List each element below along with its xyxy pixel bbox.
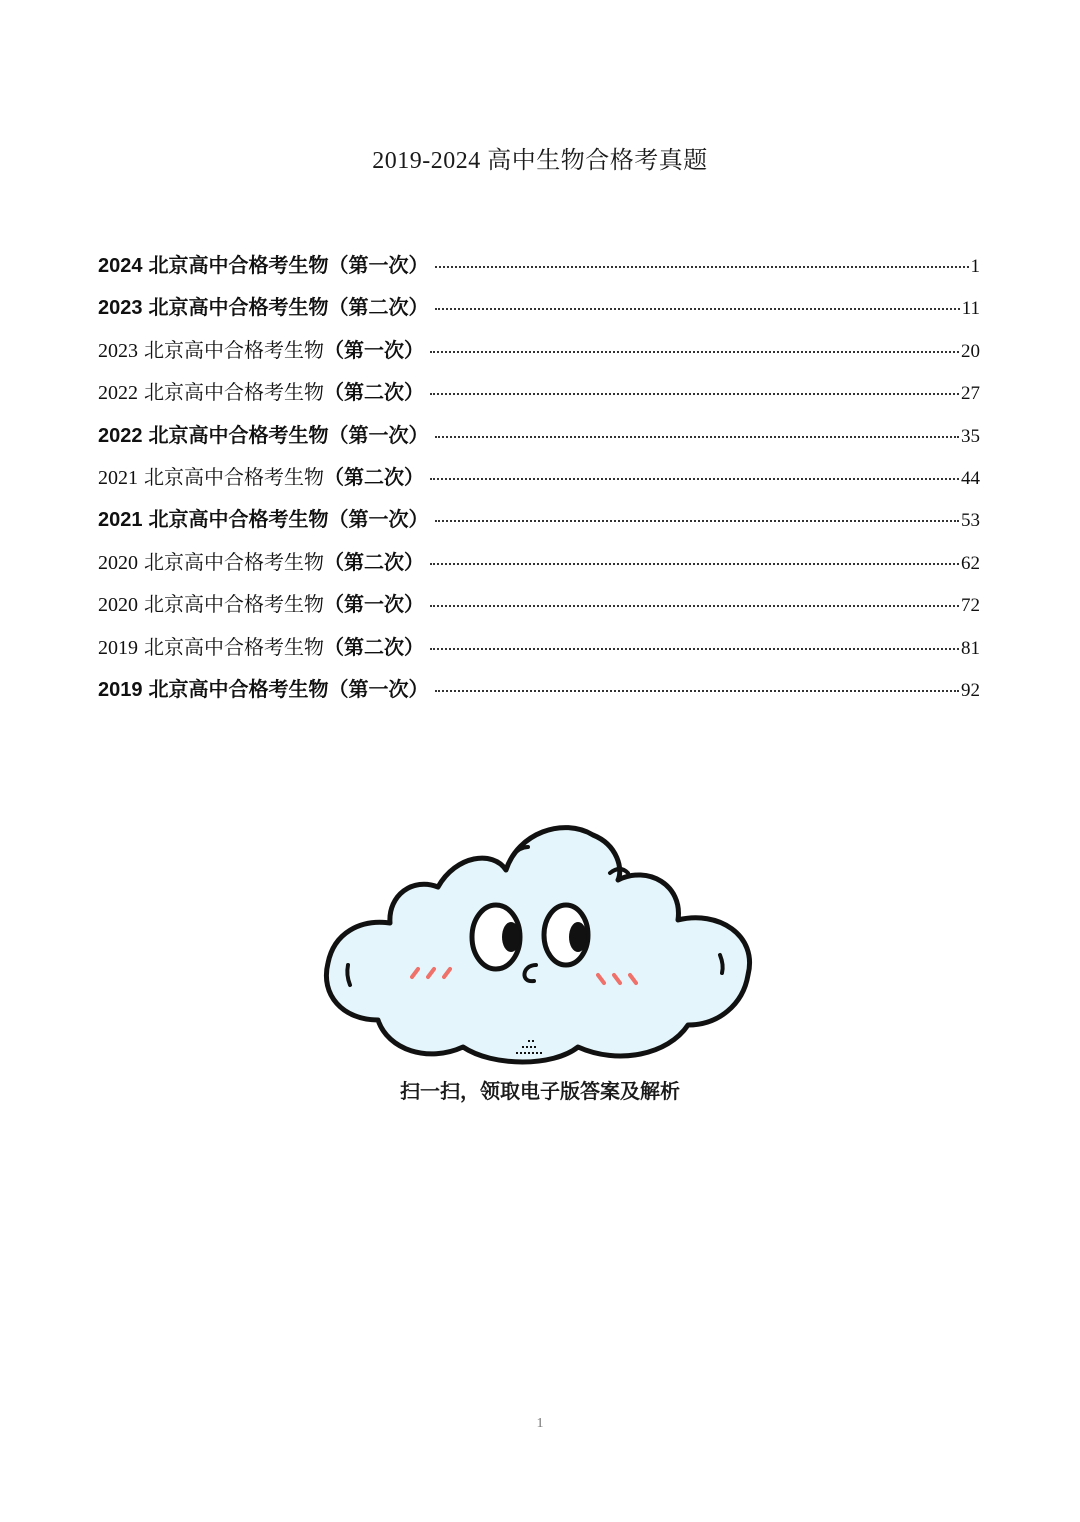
toc-entry-page: 53 bbox=[961, 510, 980, 532]
toc-entry-year: 2020 bbox=[98, 551, 138, 574]
toc-entry-title: 北京高中合格考生物 bbox=[144, 634, 324, 659]
toc-entry[interactable] bbox=[98, 418, 980, 460]
toc-entry-year: 2023 bbox=[98, 297, 143, 320]
toc-dot-leader bbox=[435, 690, 960, 692]
toc-entry[interactable] bbox=[98, 375, 980, 417]
toc-entry-page: 92 bbox=[961, 679, 980, 701]
toc-entry-year: 2024 bbox=[98, 255, 143, 277]
toc-dot-leader bbox=[430, 563, 959, 565]
toc-entry-title: 北京高中合格考生物 bbox=[144, 380, 324, 405]
toc-entry-session: （第一次） bbox=[324, 592, 424, 617]
toc-entry-page: 27 bbox=[961, 383, 980, 405]
toc-entry[interactable] bbox=[98, 587, 980, 629]
toc-entry[interactable] bbox=[98, 333, 980, 375]
toc-entry-session: （第一次） bbox=[328, 253, 429, 277]
toc-entry-year: 2022 bbox=[98, 382, 138, 405]
toc-entry-page: 35 bbox=[961, 425, 980, 447]
toc-entry-year: 2022 bbox=[98, 424, 143, 447]
toc-entry-session: （第二次） bbox=[324, 634, 424, 659]
table-of-contents bbox=[98, 248, 980, 714]
toc-entry-year: 2019 bbox=[98, 678, 143, 701]
toc-dot-leader bbox=[430, 648, 959, 650]
toc-dot-leader bbox=[430, 351, 959, 353]
toc-dot-leader bbox=[435, 266, 969, 268]
cloud-mascot-icon bbox=[318, 815, 758, 1075]
toc-entry-title: 北京高中合格考生物 bbox=[148, 507, 329, 532]
toc-dot-leader bbox=[430, 393, 959, 395]
toc-entry[interactable] bbox=[98, 672, 980, 714]
toc-entry-page: 62 bbox=[961, 552, 980, 574]
document-title: 2019-2024 高中生物合格考真题 bbox=[372, 148, 708, 174]
toc-entry[interactable] bbox=[98, 630, 980, 672]
toc-dot-leader bbox=[430, 605, 959, 607]
toc-entry-title: 北京高中合格考生物 bbox=[144, 549, 324, 574]
toc-entry[interactable] bbox=[98, 290, 980, 332]
toc-dot-leader bbox=[435, 308, 960, 310]
toc-entry-year: 2020 bbox=[98, 594, 138, 617]
toc-entry-session: （第二次） bbox=[328, 295, 429, 320]
toc-entry-title: 北京高中合格考生物 bbox=[144, 592, 324, 617]
toc-entry-session: （第二次） bbox=[324, 464, 424, 489]
toc-entry-year: 2021 bbox=[98, 509, 143, 532]
toc-dot-leader bbox=[430, 478, 959, 480]
toc-entry-year: 2019 bbox=[98, 636, 138, 659]
toc-entry-page: 72 bbox=[961, 595, 980, 617]
toc-entry-year: 2021 bbox=[98, 466, 138, 489]
toc-dot-leader bbox=[435, 520, 960, 522]
toc-entry-page: 11 bbox=[961, 298, 980, 320]
toc-entry-title: 北京高中合格考生物 bbox=[144, 464, 324, 489]
toc-entry-page: 44 bbox=[961, 467, 980, 489]
toc-entry-page: 1 bbox=[970, 256, 980, 277]
toc-entry-year: 2023 bbox=[98, 339, 138, 362]
toc-entry-session: （第二次） bbox=[324, 380, 424, 405]
toc-entry-session: （第一次） bbox=[324, 337, 424, 362]
toc-entry-title: 北京高中合格考生物 bbox=[148, 253, 329, 277]
toc-entry-session: （第一次） bbox=[328, 422, 429, 447]
toc-entry-title: 北京高中合格考生物 bbox=[144, 337, 324, 362]
toc-entry[interactable] bbox=[98, 248, 980, 290]
toc-entry[interactable] bbox=[98, 545, 980, 587]
toc-entry[interactable] bbox=[98, 460, 980, 502]
toc-entry-title: 北京高中合格考生物 bbox=[148, 295, 329, 320]
right-pupil bbox=[569, 922, 587, 952]
toc-entry-title: 北京高中合格考生物 bbox=[148, 422, 329, 447]
toc-entry[interactable] bbox=[98, 502, 980, 544]
toc-entry-title: 北京高中合格考生物 bbox=[148, 676, 329, 701]
cloud-body bbox=[326, 828, 749, 1062]
toc-entry-session: （第一次） bbox=[328, 507, 429, 532]
toc-dot-leader bbox=[435, 436, 960, 438]
toc-entry-page: 20 bbox=[961, 340, 980, 362]
toc-entry-session: （第一次） bbox=[328, 676, 429, 701]
page-number: 1 bbox=[536, 1416, 544, 1431]
toc-entry-session: （第二次） bbox=[324, 549, 424, 574]
toc-entry-page: 81 bbox=[961, 637, 980, 659]
left-pupil bbox=[502, 922, 520, 952]
scan-caption: 扫一扫，领取电子版答案及解析 bbox=[400, 1079, 680, 1103]
